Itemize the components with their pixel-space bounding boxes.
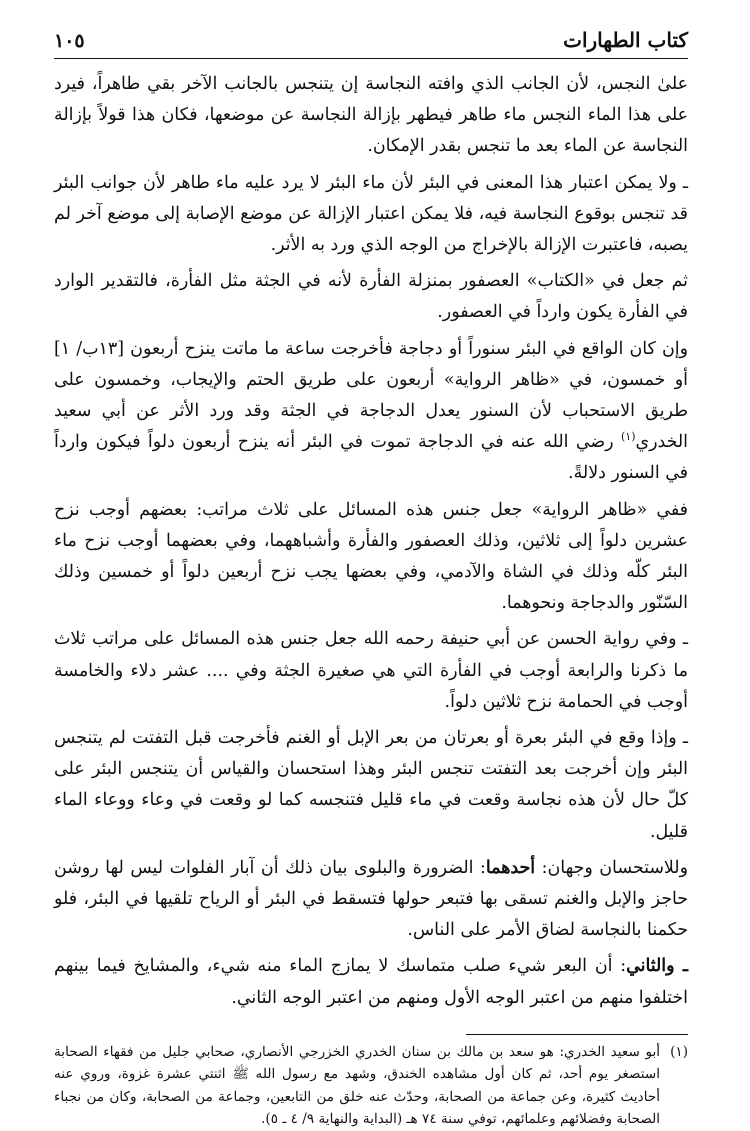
paragraph-5: ففي «ظاهر الرواية» جعل جنس هذه المسائل على ثلاث مراتب: بعضهم أوجب نزح عشرين دلواً إلى ثلاثين، وذلك العصفور والفأرة وأشباههما، وفي بعضهما أوجب نزح ماء البئر كلّه وذلك في الشاة والآدمي، وفي بعضها يجب نزح أربعين دلواً أو خمسين وذلك السّنّور والدجاجة ونحوهما.: [54, 499, 688, 614]
footnote-text: أبو سعيد الخدري: هو سعد بن مالك بن سنان الخدري الخزرجي الأنصاري، صحابي جليل من فقهاء الصحابة استصغر يوم أحد، ثم كان أول مشاهده الخندق، وشهد مع رسول الله ﷺ اثنتي عشرة غزوة، وروي عنه أحاديث كثيرة، وعن جماعة من الصحابة، وحدّث عنه خلق من التابعين، وجماعة من الصحابة، وكان من نجباء الصحابة وفضلائهم وعلمائهم، توفي سنة ٧٤ هـ (البداية والنهاية ٩/ ٤ ـ ٥).: [54, 1043, 661, 1128]
paragraph-4-text-b: رضي الله عنه في الدجاجة تموت في البئر أنه ينزح أربعون دلواً فيكون وارداً في السنور دلالةً.: [54, 432, 688, 484]
paragraph-8: [54, 853, 688, 947]
paragraph-8-keyword: أحدهما: [485, 857, 536, 878]
paragraph-7: ـ وإذا وقع في البئر بعرة أو بعرتان من بعر الإبل أو الغنم فأخرجت قبل التفتت لم يتنجس البئر وإن أخرجت بعد التفتت تنجس البئر وهذا استحسان والقياس أن يتنجس البئر على كلّ حال لأن هذه نجاسة وقعت في ماء قليل فتنجسه كما لو وقعت في وعاء ووعاء الماء قليل.: [54, 728, 688, 842]
chapter-title: كتاب الطهارات: [563, 28, 688, 52]
paragraph-1: علىٰ النجس، لأن الجانب الذي وافته النجاسة إن يتنجس بالجانب الآخر بقي طاهراً، فيرد على هذا الماء النجس ماء طاهر فيطهر بإزالة النجاسة عن موضعها، فكان هذا قولاً بإزالة النجاسة عن الماء بعد ما تنجس بقدر الإمكان.: [54, 74, 688, 157]
paragraph-4: [54, 334, 688, 490]
running-header: [54, 28, 688, 59]
footnote-separator: [466, 1034, 688, 1035]
footnote: [54, 1041, 688, 1131]
paragraph-9-text: : أن البعر شيء صلب متماسك لا يمازج الماء منه شيء، والمشايخ فيما بينهم اختلفوا منهم من اعتبر الوجه الأول ومنهم من اعتبر الوجه الثاني.: [54, 956, 688, 1008]
footnote-number: (١): [670, 1043, 688, 1060]
paragraph-8-text: : الضرورة والبلوى بيان ذلك أن آبار الفلوات ليس لها روشن حاجز والإبل والغنم تسقى بها فتبعر حولها فتسقط في البئر أو الرياح تلقيها في البئر، فلو حكمنا بالنجاسة لضاق الأمر على الناس.: [54, 857, 688, 941]
main-text: [54, 69, 688, 1014]
paragraph-4-text-a: وإن كان الواقع في البئر سنوراً أو دجاجة فأخرجت ساعة ما ماتت ينزح أربعون [١٣ب/ ١] أو خمسون، في «ظاهر الرواية» أربعون على طريق الحتم والإيجاب، وخمسون على طريق الاستحباب لأن السنور يعدل الدجاجة في الجثة وقد ورد الأثر عن أبي سعيد الخدري: [54, 338, 688, 453]
paragraph-2: ـ ولا يمكن اعتبار هذا المعنى في البئر لأن ماء البئر لا يرد عليه ماء طاهر لأن جوانب البئر قد تنجس بوقوع النجاسة فيه، فلا يمكن اعتبار الإزالة عن موضع الإصابة إلى موضع آخر لم يصبه، فاعتبرت الإزالة بالإخراج من الوجه الذي ورد به الأثر.: [54, 172, 688, 256]
paragraph-8-lead: وللاستحسان وجهان:: [535, 857, 688, 878]
paragraph-9-keyword: ـ والثاني: [626, 956, 688, 977]
paragraph-9: [54, 951, 688, 1013]
paragraph-6: ـ وفي رواية الحسن عن أبي حنيفة رحمه الله جعل جنس هذه المسائل على مراتب ثلاث ما ذكرنا والرابعة أوجب في الفأرة التي هي صغيرة الجثة وفي .... عشر دلاء والخامسة أوجب في الحمامة نزح ثلاثين دلواً.: [54, 629, 688, 712]
paragraph-3: ثم جعل في «الكتاب» العصفور بمنزلة الفأرة لأنه في الجثة مثل الفأرة، فالتقدير الوارد في الفأرة يكون وارداً في العصفور.: [54, 271, 688, 323]
footnote-reference[interactable]: (١): [620, 430, 636, 444]
page-number: ١٠٥: [54, 30, 85, 52]
